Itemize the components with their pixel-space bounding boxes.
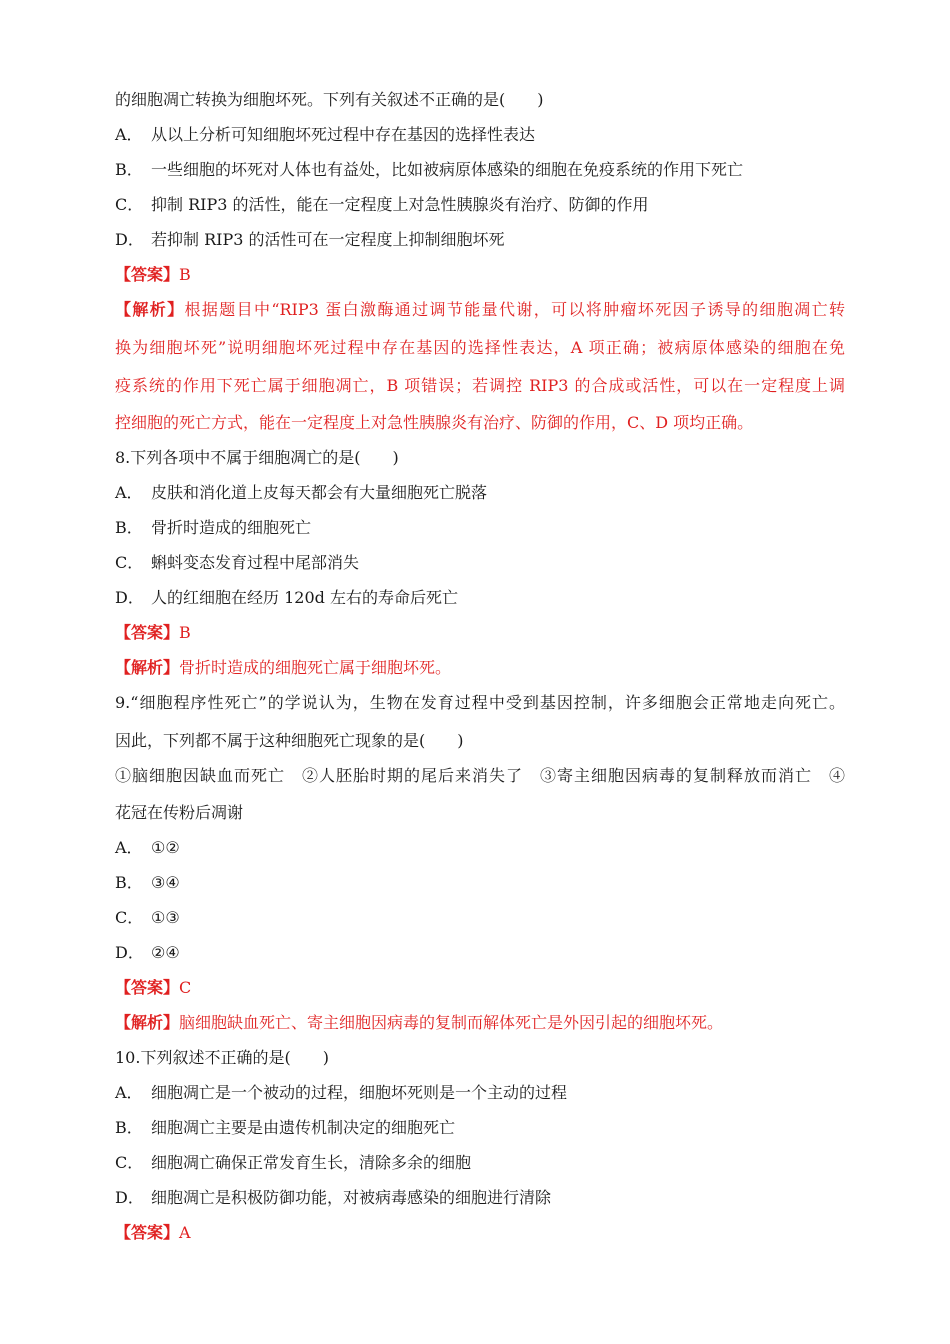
option-letter: D． — [115, 588, 144, 607]
q8-analysis — [115, 658, 845, 678]
q7-option-b — [115, 160, 845, 180]
q10-stem: 10.下列叙述不正确的是( ) — [115, 1048, 329, 1067]
option-text: ①③ — [151, 908, 180, 927]
option-letter: C． — [115, 553, 144, 572]
q7-analysis-line-2: 换为细胞坏死”说明细胞坏死过程中存在基因的选择性表达，A 项正确；被病原体感染的细胞在免 — [115, 338, 845, 357]
q8-option-a — [115, 483, 845, 503]
option-letter: A． — [115, 125, 143, 144]
option-text: 细胞凋亡是积极防御功能，对被病毒感染的细胞进行清除 — [151, 1188, 552, 1207]
q8-option-d — [115, 588, 845, 608]
option-text: 人的红细胞在经历 120d 左右的寿命后死亡 — [151, 588, 458, 607]
option-text: 从以上分析可知细胞坏死过程中存在基因的选择性表达 — [151, 125, 536, 144]
option-text: 一些细胞的坏死对人体也有益处，比如被病原体感染的细胞在免疫系统的作用下死亡 — [151, 160, 744, 179]
q9-option-d — [115, 943, 845, 963]
analysis-text: 骨折时造成的细胞死亡属于细胞坏死。 — [179, 658, 452, 677]
option-letter: C． — [115, 908, 144, 927]
analysis-tag: 【解析】 — [115, 658, 180, 677]
q7-analysis-line-4: 控细胞的死亡方式，能在一定程度上对急性胰腺炎有治疗、防御的作用，C、D 项均正确。 — [115, 413, 754, 432]
option-letter: A． — [115, 1083, 143, 1102]
q8-stem: 8.下列各项中不属于细胞凋亡的是( ) — [115, 448, 399, 467]
q9-stem-line-1: 9.“细胞程序性死亡”的学说认为，生物在发育过程中受到基因控制，许多细胞会正常地走向死亡。 — [115, 693, 845, 712]
option-letter: D． — [115, 230, 144, 249]
option-text: 蝌蚪变态发育过程中尾部消失 — [151, 553, 360, 572]
option-letter: C． — [115, 1153, 144, 1172]
q7-answer — [115, 265, 845, 285]
answer-tag: 【答案】 — [115, 265, 180, 284]
answer-value: C — [179, 978, 192, 997]
q8-answer — [115, 623, 845, 643]
option-text: ③④ — [151, 873, 180, 892]
option-text: 若抑制 RIP3 的活性可在一定程度上抑制细胞坏死 — [151, 230, 505, 249]
q7-option-c — [115, 195, 845, 215]
q10-option-a — [115, 1083, 845, 1103]
option-text: ②④ — [151, 943, 180, 962]
analysis-text: 根据题目中“RIP3 蛋白激酶通过调节能量代谢，可以将肿瘤坏死因子诱导的细胞凋亡转 — [184, 300, 845, 319]
q8-option-c — [115, 553, 845, 573]
q9-stem-line-2: 因此，下列都不属于这种细胞死亡现象的是( ) — [115, 731, 464, 750]
q9-analysis — [115, 1013, 845, 1033]
option-text: 皮肤和消化道上皮每天都会有大量细胞死亡脱落 — [151, 483, 488, 502]
q10-option-b — [115, 1118, 845, 1138]
answer-tag: 【答案】 — [115, 623, 180, 642]
option-text: 抑制 RIP3 的活性，能在一定程度上对急性胰腺炎有治疗、防御的作用 — [151, 195, 649, 214]
q7-analysis-line-3: 疫系统的作用下死亡属于细胞凋亡，B 项错误；若调控 RIP3 的合成或活性，可以在一定程度上调 — [115, 376, 845, 395]
option-letter: B． — [115, 518, 143, 537]
q9-items-line-1: ①脑细胞因缺血而死亡 ②人胚胎时期的尾后来消失了 ③寄主细胞因病毒的复制释放而消亡 ④ — [115, 766, 845, 785]
q7-option-a — [115, 125, 845, 145]
option-letter: B． — [115, 873, 143, 892]
answer-value: A — [179, 1223, 191, 1242]
answer-value: B — [179, 623, 191, 642]
option-letter: D． — [115, 1188, 144, 1207]
q10-option-c — [115, 1153, 845, 1173]
q9-option-a — [115, 838, 845, 858]
option-letter: C． — [115, 195, 144, 214]
q7-stem-tail: 的细胞凋亡转换为细胞坏死。下列有关叙述不正确的是( ) — [115, 90, 544, 109]
option-text: ①② — [151, 838, 180, 857]
option-letter: D． — [115, 943, 144, 962]
q8-option-b — [115, 518, 845, 538]
answer-tag: 【答案】 — [115, 1223, 180, 1242]
q7-option-d — [115, 230, 845, 250]
analysis-tag: 【解析】 — [115, 1013, 180, 1032]
option-letter: A． — [115, 838, 143, 857]
q9-items-line-2: 花冠在传粉后凋谢 — [115, 803, 244, 822]
q9-option-c — [115, 908, 845, 928]
analysis-text: 脑细胞缺血死亡、寄主细胞因病毒的复制而解体死亡是外因引起的细胞坏死。 — [179, 1013, 724, 1032]
analysis-tag: 【解析】 — [115, 300, 185, 319]
option-text: 骨折时造成的细胞死亡 — [151, 518, 312, 537]
q9-option-b — [115, 873, 845, 893]
option-letter: B． — [115, 1118, 143, 1137]
q10-answer — [115, 1223, 845, 1243]
option-letter: A． — [115, 483, 143, 502]
option-text: 细胞凋亡是一个被动的过程，细胞坏死则是一个主动的过程 — [151, 1083, 568, 1102]
option-text: 细胞凋亡主要是由遗传机制决定的细胞死亡 — [151, 1118, 456, 1137]
option-letter: B． — [115, 160, 143, 179]
q7-analysis-line-1 — [115, 300, 845, 320]
q10-option-d — [115, 1188, 845, 1208]
option-text: 细胞凋亡确保正常发育生长，清除多余的细胞 — [151, 1153, 472, 1172]
q9-answer — [115, 978, 845, 998]
answer-value: B — [179, 265, 191, 284]
answer-tag: 【答案】 — [115, 978, 180, 997]
